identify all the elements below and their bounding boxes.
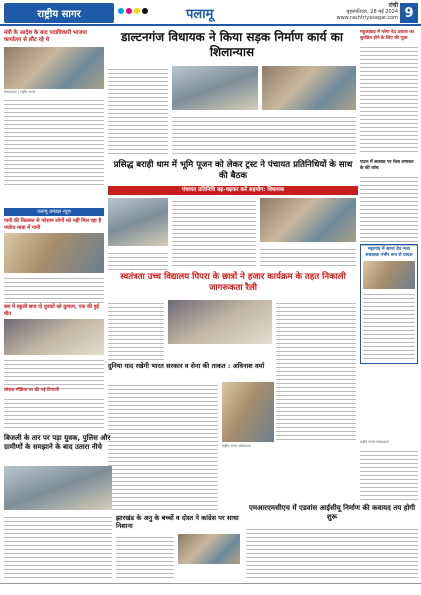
lead-photo-2 [262,66,356,110]
bottom-mid-headline[interactable]: झारखंड के अनु के बच्चों व दोस्त ने कांग्रेस पर साधा निशाना [116,514,239,530]
story-body [360,174,418,246]
center-story-body [108,382,218,512]
bottom-mid-body [116,534,174,580]
lead-headline[interactable]: डाल्टनगंज विधायक ने किया सड़क निर्माण कार्य का शिलान्यास [121,30,343,59]
right-lower-body [360,448,418,500]
page-title: पलामू [186,7,214,22]
center-portrait [222,382,274,442]
second-headline[interactable]: प्रसिद्ध बराही धाम में भूमि पूजन को लेकर ट्रस्ट ने पंचायत प्रतिनिधियों के साथ की बैठक [113,160,353,181]
story-photo [4,233,104,273]
story-headline[interactable]: मंत्री के आदेश के बाद पदाधिकारी भाजपा कार्यालय से लौट रहे थे [4,30,87,43]
registration-marks [118,8,148,14]
story-photo [4,47,104,89]
rally-body-left [108,300,164,360]
center-photo-2 [260,198,356,242]
right-story-2 [360,160,418,246]
story-photo [4,319,104,355]
page-footer [0,583,421,595]
center-body-2 [260,246,356,268]
lead-photo-1 [172,66,258,110]
story-body [360,44,418,154]
story-headline[interactable]: मझगांव में सरना देव भव्य संचालक गंभीर रूप से घायल [365,247,413,258]
black-dot [142,8,148,14]
center-body-3 [108,250,168,270]
newspaper-brand-logo: राष्ट्रीय सागर [4,3,114,23]
page-number: 9 [400,3,418,23]
story-headline[interactable]: महुआडाड़ में नरेगा वेद प्रकाश का सुरक्षित होने के लिए की पूजा [360,30,414,41]
bottom-left-headline[interactable]: बिजली के तार पर पड़ा युवक, पुलिस और ग्रामीणों के समझाने के बाद उतारा नीचे [4,434,111,451]
story-headline[interactable]: बस में स्कूली छात्र दो युवकों को कुचला, एक की हुई मौत [4,304,100,317]
dateline [310,3,398,21]
left-story-1 [4,30,104,187]
story-headline[interactable]: पाटन में बरसात पर मेला लगाकर के की जांच [360,160,414,171]
lead-story-body-2 [172,114,356,156]
story-headline[interactable]: पानी की किल्लत से परेशान लोगों को नहीं मिल रहा है पर्याप्त मात्रा में पानी [4,218,102,231]
bottom-right-headline[interactable]: एमआरएमसीएच में एडवांस आईसीयू निर्माण की कवायद तय होगी शुरू [248,504,416,521]
bottom-right-body [246,526,418,580]
center-photo-1 [108,198,168,246]
red-strap-heading: पंचायत प्रतिनिधि बढ़-चढ़कर करें सहयोग: विधायक [108,186,358,195]
left-story-2 [4,218,104,303]
bottom-left-photo [4,466,112,510]
right-box-story [360,244,418,364]
masthead [0,0,421,26]
story-body [4,97,104,187]
website-link[interactable]: www.rashtriyasagar.com [336,15,398,21]
left-story-4 [4,388,104,430]
rally-photo [168,300,272,344]
center-byline: राष्ट्रीय सागर संवाददाता [222,444,251,448]
story-body [4,275,104,303]
yellow-dot [134,8,140,14]
rally-body-right [276,300,356,440]
story-headline[interactable]: सोशल मीडिया पर की गई टिप्पणी [4,388,59,393]
cyan-dot [118,8,124,14]
story-body [363,291,415,361]
bottom-right-byline: राष्ट्रीय सागर संवाददाता [360,440,389,444]
section-label: पलामू प्रमंडल न्यूज़ [4,208,104,216]
left-story-3 [4,304,104,391]
city-name: रांची [388,2,398,9]
lead-story-body [108,66,168,156]
story-body [4,396,104,430]
story-photo [363,261,415,289]
bottom-mid-photo [178,534,240,564]
bottom-left-body [4,514,112,580]
date-text: बृहस्पतिवार, 28 मई 2024 [346,9,398,15]
photo-caption: संवाददाता / राष्ट्रीय सागर [4,90,36,94]
magenta-dot [126,8,132,14]
right-story-1 [360,30,418,154]
center-headline[interactable]: दुनिया याद रखेगी भारत सरकार व सेना की ताकत : अविनाश वर्मा [108,362,265,370]
story-body [4,357,104,391]
center-body-1 [172,198,256,268]
rally-headline[interactable]: स्वतंत्रता उच्च विद्यालय पिपरा के छात्रों ने हजार कार्यक्रम के तहत निकाली जागरूकता रैली [120,272,346,293]
